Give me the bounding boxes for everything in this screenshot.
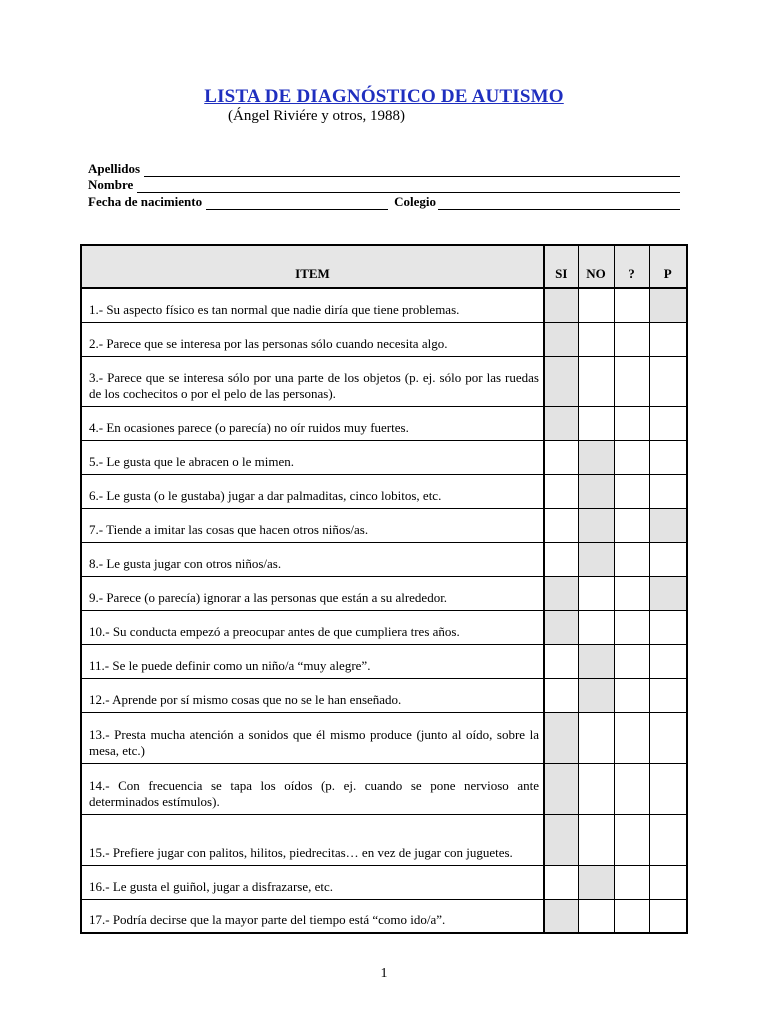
answer-cell-p[interactable] [649, 356, 687, 406]
table-row [81, 576, 687, 610]
table-row [81, 644, 687, 678]
answer-cell-p[interactable] [649, 440, 687, 474]
answer-cell-si[interactable] [544, 644, 578, 678]
answer-cell-q[interactable] [614, 406, 649, 440]
table-row [81, 763, 687, 814]
name-label: Nombre [88, 177, 134, 192]
table-row [81, 288, 687, 322]
header-item: ITEM [81, 245, 544, 288]
answer-cell-p[interactable] [649, 576, 687, 610]
answer-cell-no[interactable] [578, 763, 614, 814]
item-text: 16.- Le gusta el guiñol, jugar a disfrazarse, etc. [81, 865, 544, 899]
answer-cell-p[interactable] [649, 644, 687, 678]
school-field[interactable] [438, 197, 680, 210]
answer-cell-p[interactable] [649, 542, 687, 576]
answer-cell-no[interactable] [578, 678, 614, 712]
table-row [81, 814, 687, 865]
table-row [81, 865, 687, 899]
answer-cell-no[interactable] [578, 865, 614, 899]
answer-cell-no[interactable] [578, 814, 614, 865]
answer-cell-p[interactable] [649, 322, 687, 356]
answer-cell-q[interactable] [614, 440, 649, 474]
name-row [88, 177, 680, 194]
birth-date-label: Fecha de nacimiento [88, 193, 203, 209]
answer-cell-q[interactable] [614, 814, 649, 865]
answer-cell-si[interactable] [544, 508, 578, 542]
item-text: 6.- Le gusta (o le gustaba) jugar a dar palmaditas, cinco lobitos, etc. [81, 474, 544, 508]
checklist-body [81, 288, 687, 933]
answer-cell-q[interactable] [614, 508, 649, 542]
table-row [81, 542, 687, 576]
answer-cell-no[interactable] [578, 610, 614, 644]
name-field[interactable] [137, 180, 680, 193]
answer-cell-p[interactable] [649, 406, 687, 440]
answer-cell-q[interactable] [614, 474, 649, 508]
answer-cell-si[interactable] [544, 865, 578, 899]
surname-field[interactable] [144, 164, 680, 177]
answer-cell-no[interactable] [578, 508, 614, 542]
table-row [81, 322, 687, 356]
item-text: 11.- Se le puede definir como un niño/a “muy alegre”. [81, 644, 544, 678]
header-question: ? [614, 245, 649, 288]
document-title: LISTA DE DIAGNÓSTICO DE AUTISMO [204, 86, 564, 107]
answer-cell-si[interactable] [544, 322, 578, 356]
item-text: 12.- Aprende por sí mismo cosas que no se le han enseñado. [81, 678, 544, 712]
answer-cell-p[interactable] [649, 288, 687, 322]
table-row [81, 508, 687, 542]
answer-cell-q[interactable] [614, 288, 649, 322]
answer-cell-no[interactable] [578, 474, 614, 508]
answer-cell-p[interactable] [649, 814, 687, 865]
answer-cell-p[interactable] [649, 712, 687, 763]
item-text: 10.- Su conducta empezó a preocupar antes de que cumpliera tres años. [81, 610, 544, 644]
item-text: 5.- Le gusta que le abracen o le mimen. [81, 440, 544, 474]
answer-cell-p[interactable] [649, 678, 687, 712]
answer-cell-si[interactable] [544, 288, 578, 322]
answer-cell-si[interactable] [544, 542, 578, 576]
header-si: SI [544, 245, 578, 288]
answer-cell-si[interactable] [544, 576, 578, 610]
table-row [81, 712, 687, 763]
item-text: 13.- Presta mucha atención a sonidos que él mismo produce (junto al oído, sobre la mesa, etc.) [81, 712, 544, 763]
answer-cell-no[interactable] [578, 899, 614, 933]
table-row [81, 440, 687, 474]
personal-data-form [88, 160, 680, 210]
school-label: Colegio [394, 193, 436, 209]
answer-cell-p[interactable] [649, 610, 687, 644]
item-text: 8.- Le gusta jugar con otros niños/as. [81, 542, 544, 576]
answer-cell-p[interactable] [649, 508, 687, 542]
answer-cell-no[interactable] [578, 440, 614, 474]
answer-cell-q[interactable] [614, 865, 649, 899]
answer-cell-q[interactable] [614, 322, 649, 356]
item-text: 17.- Podría decirse que la mayor parte del tiempo está “como ido/a”. [81, 899, 544, 933]
item-text: 4.- En ocasiones parece (o parecía) no oír ruidos muy fuertes. [81, 406, 544, 440]
answer-cell-q[interactable] [614, 644, 649, 678]
answer-cell-no[interactable] [578, 644, 614, 678]
answer-cell-si[interactable] [544, 440, 578, 474]
item-text: 9.- Parece (o parecía) ignorar a las personas que están a su alrededor. [81, 576, 544, 610]
table-row [81, 406, 687, 440]
item-text: 14.- Con frecuencia se tapa los oídos (p. ej. cuando se pone nervioso ante determinados estímulos). [81, 763, 544, 814]
answer-cell-si[interactable] [544, 814, 578, 865]
answer-cell-no[interactable] [578, 712, 614, 763]
answer-cell-p[interactable] [649, 865, 687, 899]
birth-school-row [88, 193, 680, 210]
answer-cell-q[interactable] [614, 576, 649, 610]
item-text: 3.- Parece que se interesa sólo por una parte de los objetos (p. ej. sólo por las ruedas de los cochecitos o por el pelo de las personas). [81, 356, 544, 406]
document-subtitle: (Ángel Riviére y otros, 1988) [228, 108, 406, 124]
checklist-table [80, 244, 688, 934]
table-row [81, 678, 687, 712]
header-p: P [649, 245, 687, 288]
answer-cell-no[interactable] [578, 322, 614, 356]
answer-cell-no[interactable] [578, 288, 614, 322]
item-text: 15.- Prefiere jugar con palitos, hilitos, piedrecitas… en vez de jugar con juguetes. [81, 814, 544, 865]
answer-cell-no[interactable] [578, 576, 614, 610]
header-no: NO [578, 245, 614, 288]
answer-cell-si[interactable] [544, 406, 578, 440]
answer-cell-no[interactable] [578, 542, 614, 576]
item-text: 2.- Parece que se interesa por las personas sólo cuando necesita algo. [81, 322, 544, 356]
answer-cell-si[interactable] [544, 763, 578, 814]
surname-row [88, 160, 680, 177]
answer-cell-q[interactable] [614, 356, 649, 406]
answer-cell-si[interactable] [544, 899, 578, 933]
answer-cell-q[interactable] [614, 610, 649, 644]
answer-cell-no[interactable] [578, 406, 614, 440]
answer-cell-si[interactable] [544, 474, 578, 508]
answer-cell-si[interactable] [544, 678, 578, 712]
answer-cell-p[interactable] [649, 763, 687, 814]
birth-date-field[interactable] [206, 197, 388, 210]
table-row [81, 610, 687, 644]
answer-cell-si[interactable] [544, 712, 578, 763]
table-header-row [81, 245, 687, 288]
answer-cell-no[interactable] [578, 356, 614, 406]
table-row [81, 474, 687, 508]
answer-cell-p[interactable] [649, 899, 687, 933]
answer-cell-si[interactable] [544, 356, 578, 406]
answer-cell-q[interactable] [614, 899, 649, 933]
answer-cell-p[interactable] [649, 474, 687, 508]
answer-cell-q[interactable] [614, 542, 649, 576]
answer-cell-si[interactable] [544, 610, 578, 644]
page-number: 1 [380, 966, 388, 981]
answer-cell-q[interactable] [614, 763, 649, 814]
item-text: 7.- Tiende a imitar las cosas que hacen otros niños/as. [81, 508, 544, 542]
table-row [81, 356, 687, 406]
answer-cell-q[interactable] [614, 678, 649, 712]
answer-cell-q[interactable] [614, 712, 649, 763]
item-text: 1.- Su aspecto físico es tan normal que nadie diría que tiene problemas. [81, 288, 544, 322]
table-row [81, 899, 687, 933]
surname-label: Apellidos [88, 160, 141, 176]
